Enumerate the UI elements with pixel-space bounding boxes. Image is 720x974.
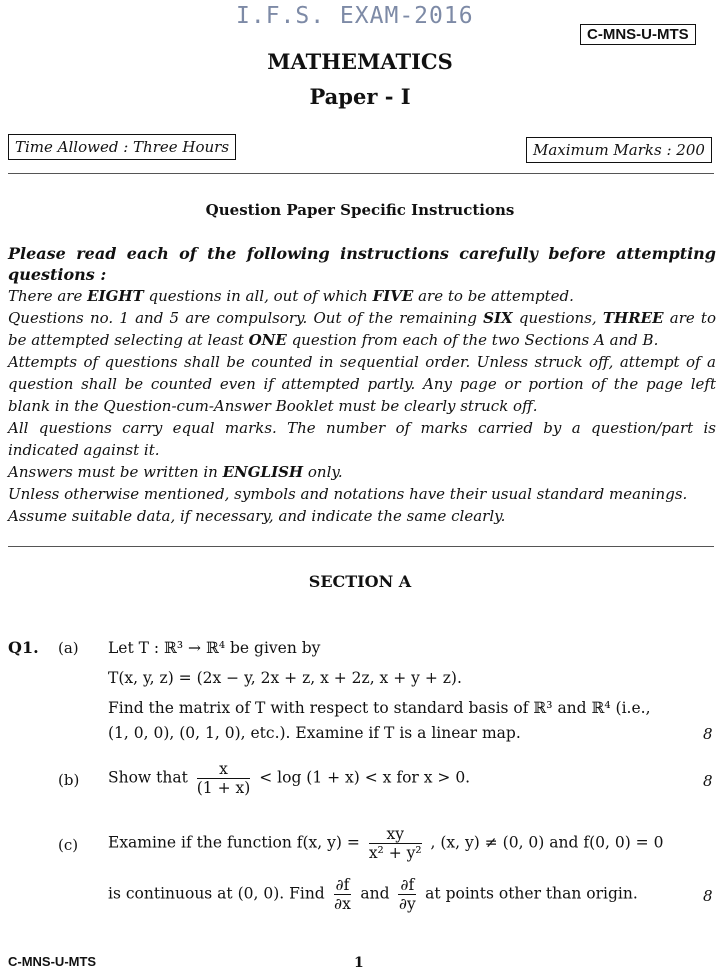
- section-heading: SECTION A: [308, 572, 412, 591]
- paper-code-box: C-MNS-U-MTS: [580, 24, 696, 45]
- instruction-2: Questions no. 1 and 5 are compulsory. Out of the remaining SIX questions, THREE are to be attempted selecting at least ONE question from each of the two Sections A and B.: [8, 309, 716, 349]
- part-b-marks: 8: [703, 772, 713, 790]
- part-b-label: (b): [58, 771, 80, 789]
- instruction-5: Answers must be written in ENGLISH only.: [8, 463, 343, 481]
- instruction-7: Assume suitable data, if necessary, and indicate the same clearly.: [8, 507, 506, 525]
- instruction-3: Attempts of questions shall be counted in sequential order. Unless struck off, attempt of a question shall be counted even if attempted partly. Any page or portion of the page left blank in the Question-cum-Answer Booklet must be clearly struck off.: [8, 353, 716, 415]
- time-allowed-box: Time Allowed : Three Hours: [8, 134, 236, 160]
- instruction-4: All questions carry equal marks. The number of marks carried by a question/part is indicated against it.: [8, 419, 716, 459]
- part-a-line2: T(x, y, z) = (2x − y, 2x + z, x + 2z, x + y + z).: [108, 669, 462, 687]
- paper-title: Paper - I: [309, 84, 411, 109]
- instruction-6: Unless otherwise mentioned, symbols and notations have their usual standard meanings.: [8, 485, 688, 503]
- instructions-lead: Please read each of the following instructions carefully before attempting questions :: [8, 244, 716, 284]
- header-rule: [8, 173, 714, 174]
- instructions-heading: Question Paper Specific Instructions: [205, 201, 515, 219]
- part-b-fraction: $\frac{x}{(1 + x)}$: [196, 760, 251, 797]
- subject-title: MATHEMATICS: [267, 49, 453, 74]
- instructions-block: [8, 243, 716, 527]
- part-c-label: (c): [58, 836, 79, 854]
- part-b-statement: Show that $\frac{x}{(1 + x)}$ < log (1 + x) < x for x > 0.: [108, 760, 471, 797]
- max-marks-box: Maximum Marks : 200: [526, 137, 712, 163]
- page-number: 1: [354, 955, 364, 971]
- part-c-line2: is continuous at (0, 0). Find $\frac{\partial f}{\partial x}$ and $\frac{\partial f}{\partial y}$ at points other than origin.: [108, 876, 638, 913]
- part-c-marks: 8: [703, 887, 713, 905]
- footer-paper-code: C-MNS-U-MTS: [8, 954, 97, 969]
- part-a-marks: 8: [703, 725, 713, 743]
- part-c-fraction: $\frac{xy}{\text{x² + y²}}$: [368, 825, 422, 862]
- instructions-rule: [8, 546, 714, 547]
- part-a-label: (a): [58, 639, 79, 657]
- question-number: Q1.: [8, 638, 39, 657]
- partial-x-fraction: $\frac{\partial f}{\partial x}$: [334, 876, 351, 913]
- partial-y-fraction: $\frac{\partial f}{\partial y}$: [398, 876, 416, 913]
- exam-stamp: I.F.S. EXAM-2016: [236, 3, 474, 29]
- part-a-line3: Find the matrix of T with respect to standard basis of ℝ³ and ℝ⁴ (i.e.,: [108, 699, 651, 717]
- part-a-line4: (1, 0, 0), (0, 1, 0), etc.). Examine if T is a linear map.: [108, 724, 521, 742]
- instruction-1: There are EIGHT questions in all, out of which FIVE are to be attempted.: [8, 287, 574, 305]
- part-a-line1: Let T : ℝ³ → ℝ⁴ be given by: [108, 639, 321, 657]
- part-c-line1: Examine if the function f(x, y) = $\frac{xy}{\text{x² + y²}}$ , (x, y) ≠ (0, 0) and f(0, 0) = 0: [108, 825, 664, 862]
